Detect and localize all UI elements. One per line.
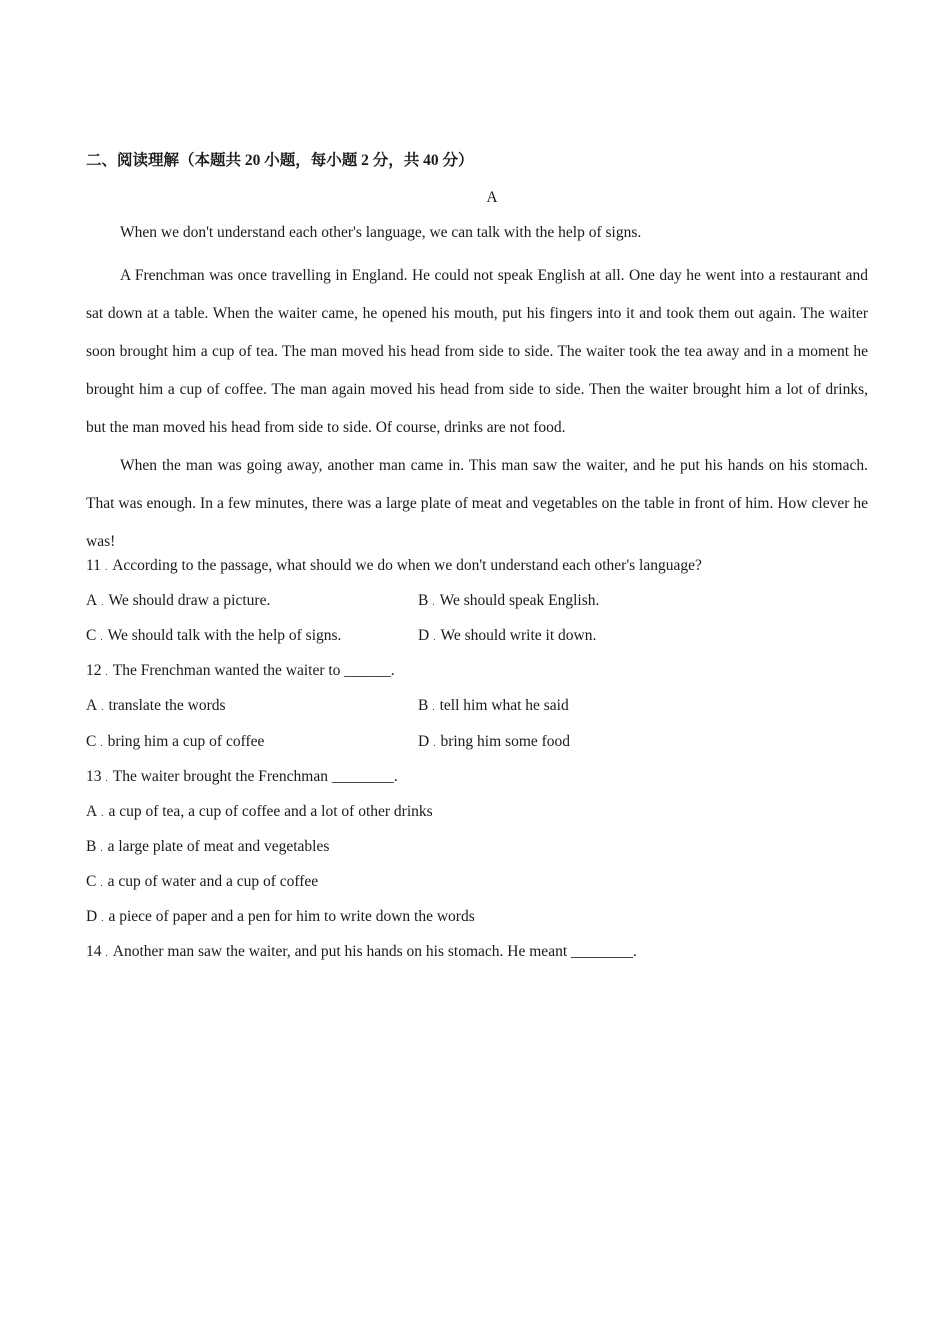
option-letter: A [86, 803, 98, 820]
separator-dot: . [105, 948, 108, 958]
option-text: a piece of paper and a pen for him to write down the words [108, 908, 475, 925]
option-text: We should write it down. [440, 627, 597, 644]
separator-dot: . [101, 702, 104, 712]
option-text: bring him a cup of coffee [107, 733, 265, 750]
question-stem: Another man saw the waiter, and put his hands on his stomach. He meant ________. [112, 943, 637, 960]
question-stem: According to the passage, what should we do when we don't understand each other's language? [112, 557, 702, 574]
question-number: 13 [86, 768, 102, 785]
option-letter: C [86, 873, 97, 890]
option-text: tell him what he said [439, 697, 569, 714]
question-12 [86, 660, 395, 683]
separator-dot: . [432, 597, 435, 607]
option-letter: A [86, 592, 98, 609]
option-12-b [418, 695, 569, 718]
option-13-d [86, 906, 475, 929]
option-letter: A [86, 697, 98, 714]
option-text: We should draw a picture. [108, 592, 271, 609]
separator-dot: . [101, 808, 104, 818]
separator-dot: . [100, 632, 103, 642]
option-text: We should talk with the help of signs. [107, 627, 342, 644]
question-number: 11 [86, 557, 101, 574]
option-text: a cup of tea, a cup of coffee and a lot of other drinks [108, 803, 433, 820]
option-12-c [86, 731, 264, 754]
passage-paragraph-1: When we don't understand each other's language, we can talk with the help of signs. [120, 224, 642, 241]
option-11-d [418, 625, 596, 648]
option-letter: D [418, 733, 430, 750]
option-letter: D [418, 627, 430, 644]
separator-dot: . [101, 913, 104, 923]
passage-paragraph-3: When the man was going away, another man came in. This man saw the waiter, and he put his hands on his stomach. That was enough. In a few minutes, there was a large plate of meat and vegetables on the table in front of him. How clever he was! [86, 457, 868, 550]
option-13-b [86, 836, 329, 859]
question-13 [86, 766, 398, 789]
reading-passage [86, 222, 868, 561]
question-11 [86, 555, 702, 578]
question-stem: The Frenchman wanted the waiter to ______. [112, 662, 395, 679]
option-letter: D [86, 908, 98, 925]
separator-dot: . [433, 632, 436, 642]
separator-dot: . [100, 738, 103, 748]
separator-dot: . [433, 738, 436, 748]
option-12-d [418, 731, 570, 754]
option-text: a cup of water and a cup of coffee [107, 873, 319, 890]
option-text: translate the words [108, 697, 226, 714]
option-letter: B [86, 838, 97, 855]
option-letter: B [418, 697, 429, 714]
option-text: We should speak English. [439, 592, 600, 609]
passage-label: A [486, 189, 498, 206]
question-stem: The waiter brought the Frenchman ________. [112, 768, 398, 785]
option-letter: B [418, 592, 429, 609]
option-text: a large plate of meat and vegetables [107, 838, 330, 855]
option-13-a [86, 801, 433, 824]
separator-dot: . [100, 843, 103, 853]
option-11-b [418, 590, 599, 613]
section-heading: 二、阅读理解（本题共 20 小题，每小题 2 分，共 40 分） [86, 152, 474, 169]
option-11-a [86, 590, 270, 613]
question-number: 12 [86, 662, 102, 679]
option-13-c [86, 871, 318, 894]
option-letter: C [86, 627, 97, 644]
separator-dot: . [104, 562, 108, 572]
separator-dot: . [105, 773, 108, 783]
option-12-a [86, 695, 226, 718]
option-11-c [86, 625, 341, 648]
question-number: 14 [86, 943, 102, 960]
separator-dot: . [100, 878, 103, 888]
separator-dot: . [432, 702, 435, 712]
option-letter: C [86, 733, 97, 750]
separator-dot: . [101, 597, 104, 607]
option-text: bring him some food [440, 733, 571, 750]
separator-dot: . [105, 667, 108, 677]
question-14 [86, 941, 637, 964]
passage-paragraph-2: A Frenchman was once travelling in England. He could not speak English at all. One day he went into a restaurant and sat down at a table. When the waiter came, he opened his mouth, put his fingers into it and took them out again. The waiter soon brought him a cup of tea. The man moved his head from side to side. The waiter took the tea away and in a moment he brought him a cup of coffee. The man again moved his head from side to side. Then the waiter brought him a lot of drinks, but the man moved his head from side to side. Of course, drinks are not food. [86, 267, 868, 436]
